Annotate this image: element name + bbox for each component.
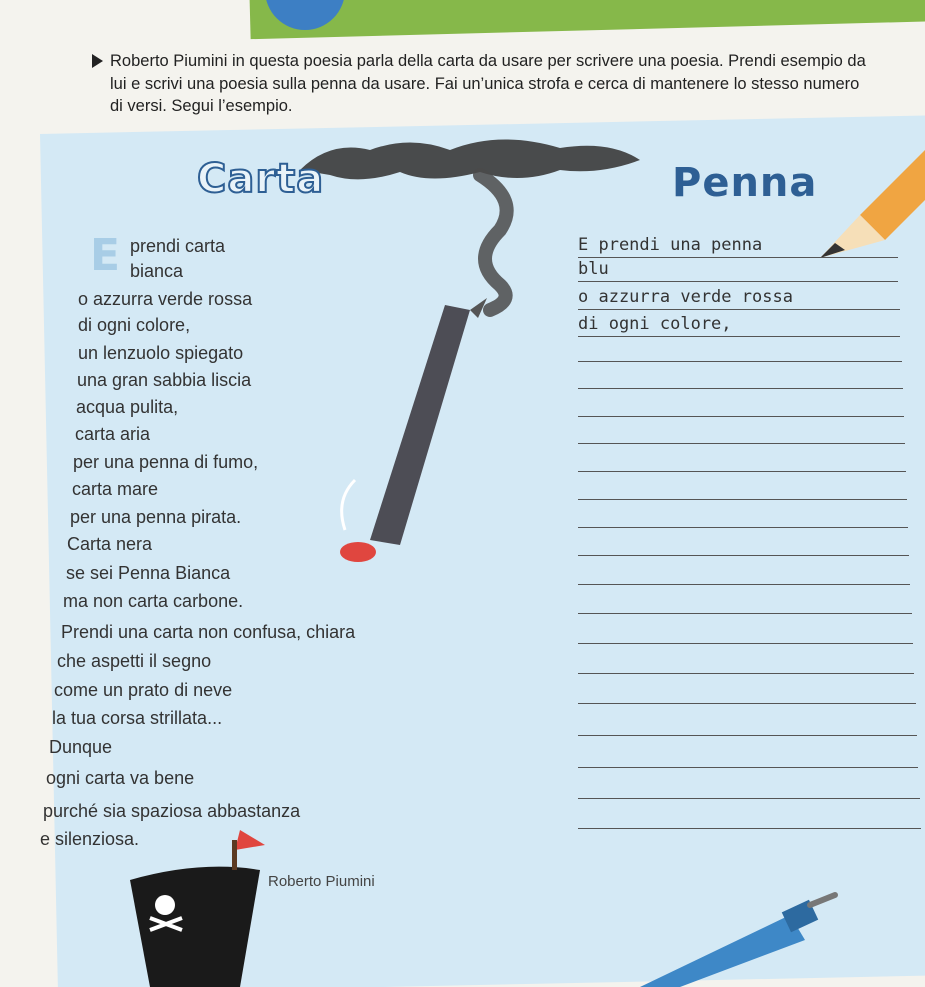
smoke-pen-icon (340, 298, 487, 562)
poem-line: che aspetti il segno (57, 651, 212, 671)
answer-line[interactable] (578, 621, 913, 644)
poem-line: Carta nera (67, 534, 153, 554)
answer-line[interactable] (578, 366, 903, 389)
smoke-cloud-icon (300, 139, 640, 179)
answer-line[interactable] (578, 533, 909, 556)
answer-line[interactable]: blu (578, 259, 898, 282)
pirate-ship-icon (130, 830, 265, 987)
poem-author: Roberto Piumini (268, 873, 375, 890)
answer-line[interactable]: di ogni colore, (578, 314, 900, 337)
poem-line: la tua corsa strillata... (52, 708, 223, 728)
instructions-text: Roberto Piumini in questa poesia parla della carta da usare per scrivere una poesia. Prendi esempio da lui e scrivi una poesia sulla penna da usare. Fai un’unica strofa e cerca di mantenere lo stesso numero di versi. Segui l’esempio. (110, 52, 866, 115)
poem-line: prendi carta (130, 236, 226, 256)
answer-line[interactable] (578, 421, 905, 444)
poem-line: ma non carta carbone. (63, 591, 244, 611)
answer-line[interactable] (578, 505, 908, 528)
answer-line[interactable]: E prendi una penna (578, 235, 898, 258)
answer-line[interactable] (578, 651, 914, 674)
smoke-trail-icon (480, 175, 507, 310)
answer-line[interactable]: o azzurra verde rossa (578, 287, 900, 310)
poem-line: e silenziosa. (40, 829, 140, 849)
answer-line[interactable] (578, 339, 902, 362)
poem-line: Prendi una carta non confusa, chiara (61, 622, 356, 642)
answer-line[interactable] (578, 713, 917, 736)
answer-line[interactable] (578, 591, 912, 614)
poem-line: di ogni colore, (78, 315, 191, 335)
poem-line: un lenzuolo spiegato (78, 343, 244, 363)
answer-line[interactable] (578, 681, 916, 704)
answer-line[interactable] (578, 394, 904, 417)
poem-line: una gran sabbia liscia (77, 370, 252, 390)
ballpoint-pen-icon (640, 895, 835, 987)
answer-line[interactable] (578, 776, 920, 799)
poem-line: ogni carta va bene (46, 768, 195, 788)
poem-line: carta aria (75, 424, 151, 444)
answer-line[interactable] (578, 562, 910, 585)
poem-line: come un prato di neve (54, 680, 233, 700)
answer-line[interactable] (578, 477, 907, 500)
poem-line: Dunque (49, 737, 113, 757)
poem-line: o azzurra verde rossa (78, 289, 253, 309)
answer-line[interactable] (578, 806, 921, 829)
poem-line: acqua pulita, (76, 397, 179, 417)
poem-line: carta mare (72, 479, 159, 499)
poem-title-penna: Penna (672, 160, 818, 206)
poem-line: bianca (130, 261, 184, 281)
poem-line: se sei Penna Bianca (66, 563, 231, 583)
poem-line: per una penna pirata. (70, 507, 242, 527)
answer-line[interactable] (578, 449, 906, 472)
poem-line: per una penna di fumo, (73, 452, 259, 472)
answer-line[interactable] (578, 745, 918, 768)
poem-title-carta: Carta (197, 156, 325, 202)
drop-cap: E (90, 230, 121, 281)
poem-line: purché sia spaziosa abbastanza (43, 801, 301, 821)
